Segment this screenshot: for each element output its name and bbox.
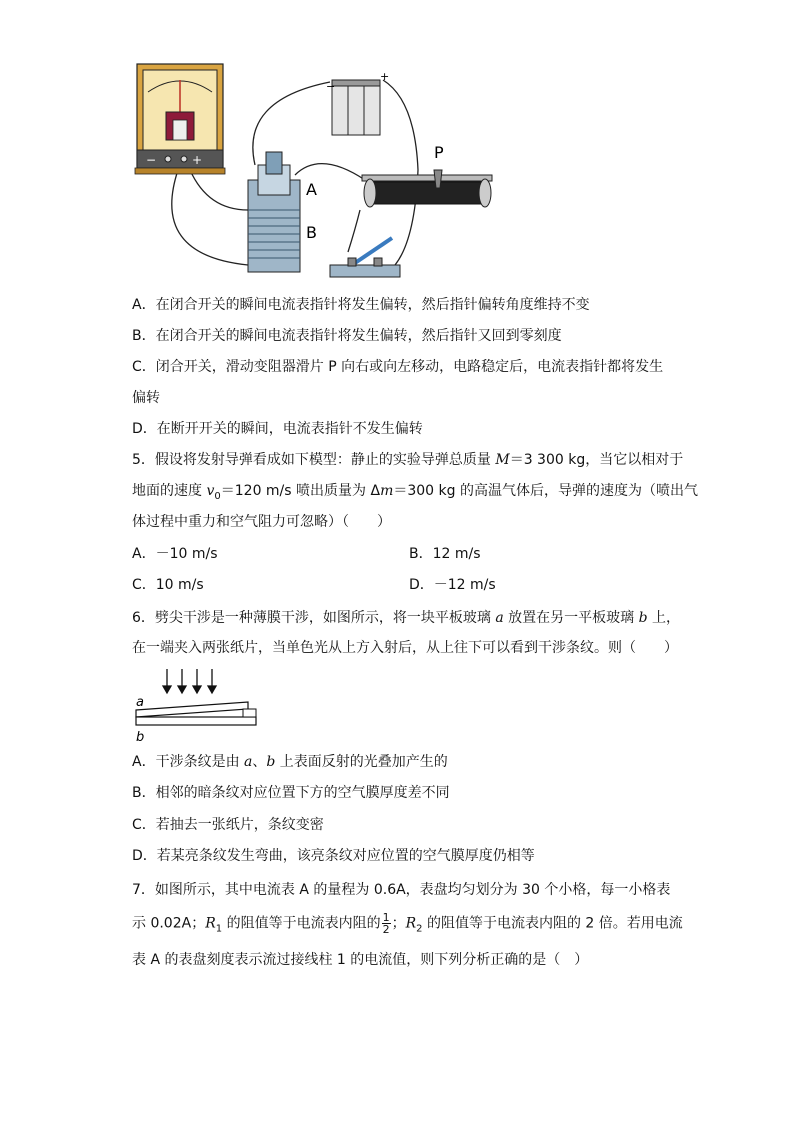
q4-option-a: A．在闭合开关的瞬间电流表指针将发生偏转，然后指针偏转角度维持不变: [132, 297, 590, 313]
q6-option-b: B．相邻的暗条纹对应位置下方的空气膜厚度差不同: [132, 785, 450, 801]
plate-b-label: b: [136, 730, 145, 745]
battery-plus-label: +: [380, 70, 390, 83]
q6-line-1: 6．劈尖干涉是一种薄膜干涉，如图所示，将一块平板玻璃 a 放置在另一平板玻璃 b 上，: [132, 610, 681, 626]
q6-option-a: A．干涉条纹是由 a、b 上表面反射的光叠加产生的: [132, 754, 448, 770]
q7-line-2: 示 0.02A；$R_1$ 的阻值等于电流表内阻的 $\frac{1}{2}$ ；$R_2$ 的阻值等于电流表内阻的 2 倍。若用电流: [132, 911, 683, 936]
q5-option-a: A．－10 m/s: [132, 546, 218, 562]
q5-option-d: D．－12 m/s: [409, 577, 496, 593]
q5-option-c: C．10 m/s: [132, 577, 204, 593]
q5-line-3: 体过程中重力和空气阻力可忽略）（ ）: [132, 514, 391, 530]
rheostat: [362, 143, 492, 207]
slider-p-label: P: [434, 143, 444, 162]
meter-plus-label: +: [192, 153, 203, 167]
q7-line-1: 7．如图所示，其中电流表 A 的量程为 0.6A，表盘均匀划分为 30 个小格，每一小格表: [132, 882, 671, 898]
q5-option-b: B．12 m/s: [409, 546, 481, 562]
q6-option-d: D．若某亮条纹发生弯曲，该亮条纹对应位置的空气膜厚度仍相等: [132, 848, 535, 864]
coil-b-label: B: [306, 223, 317, 242]
q4-option-b: B．在闭合开关的瞬间电流表指针将发生偏转，然后指针又回到零刻度: [132, 328, 562, 344]
coil-assembly: [248, 152, 317, 272]
q4-option-c-cont: 偏转: [132, 390, 160, 406]
q5-line-1: 5．假设将发射导弹看成如下模型：静止的实验导弹总质量 M＝3 300 kg，当它以相对于: [132, 452, 684, 468]
fraction-one-half: $\frac{1}{2}$: [382, 911, 390, 936]
q4-option-c: C．闭合开关，滑动变阻器滑片 P 向右或向左移动，电路稳定后，电流表指针都将发生: [132, 359, 664, 375]
plate-a-label: a: [136, 695, 144, 710]
wedge-interference-figure: [130, 664, 265, 744]
induction-apparatus-figure: [130, 60, 444, 285]
battery-minus-label: −: [326, 80, 336, 93]
q5-line-2: 地面的速度 $v_0=120$ m/s 喷出质量为 Δm＝300 kg 的高温气体后，导弹的速度为（喷出气: [132, 483, 698, 502]
q4-option-d: D．在断开开关的瞬间，电流表指针不发生偏转: [132, 421, 423, 437]
meter-minus-label: −: [146, 153, 157, 167]
battery: [326, 70, 389, 135]
q6-option-c: C．若抽去一张纸片，条纹变密: [132, 817, 324, 833]
q7-line-3: 表 A 的表盘刻度表示流过接线柱 1 的电流值，则下列分析正确的是（ ）: [132, 952, 589, 968]
galvanometer: [135, 64, 225, 174]
coil-a-label: A: [306, 180, 317, 199]
q6-line-2: 在一端夹入两张纸片，当单色光从上方入射后，从上往下可以看到干涉条纹。则（ ）: [132, 640, 678, 656]
switch: [330, 238, 400, 277]
